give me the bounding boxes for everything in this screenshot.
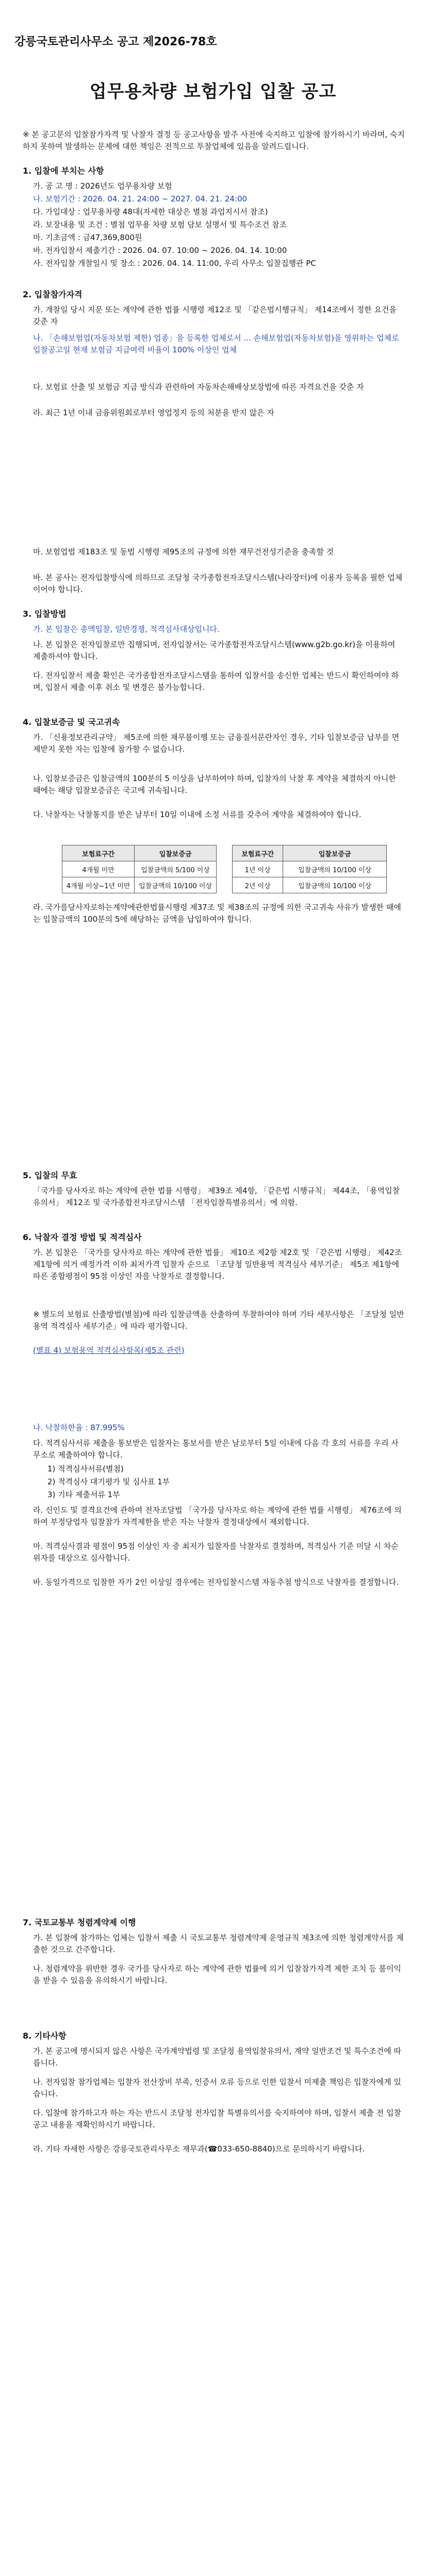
section-7-heading: 7. 국토교통부 청렴계약제 이행 <box>23 1918 136 1927</box>
s6-item: 1) 적격심사서류(별첨) <box>47 1464 124 1473</box>
section-5-heading: 5. 입찰의 무효 <box>23 1171 77 1180</box>
s6-item: (별표 4) 보험용역 적격심사항목(제5조 관련) <box>33 1346 185 1355</box>
s3-item: 다. 전자입찰서 제출 확인은 국가종합전자조달시스템을 통하여 입찰서를 송신한 업체는 반드시 확인하여야 하며, 입찰서 제출 이후 취소 및 변경은 불가능합니다. <box>33 671 399 692</box>
s1-item: 라. 보장내용 및 조건 : 별첨 업무용 차량 보험 담보 설명서 및 특수조건 참조 <box>33 220 287 229</box>
s6-item: 2) 적격심사 대기평가 및 심사표 1부 <box>47 1477 170 1486</box>
s2-item: 가. 개찰일 당시 지문 또는 계약에 관한 법률 시행령 제12조 및 「같은법시행규칙」 제14조에서 정한 요건을 갖춘 자 <box>33 305 397 326</box>
table-row: 4개월 미만 입찰금액의 5/100 이상 <box>62 861 217 877</box>
page-title: 업무용차량 보험가입 입찰 공고 <box>89 81 337 102</box>
s2-item: 마. 보험업법 제183조 및 동법 시행령 제95조의 규정에 의한 재무건전성기준을 충족할 것 <box>33 547 334 556</box>
s7-item: 가. 본 입찰에 참가하는 업체는 입찰서 제출 시 국토교통부 청렴계약제 운영규칙 제3조에 의한 청렴계약서를 제출한 것으로 간주합니다. <box>33 1933 404 1954</box>
section-2-heading: 2. 입찰참가자격 <box>23 290 83 299</box>
s7-item: 나. 청렴계약을 위반한 경우 국가를 당사자로 하는 계약에 관한 법률에 의거 입찰참가자격 제한 조치 등 불이익을 받을 수 있음을 유의하시기 바랍니다. <box>33 1964 401 1985</box>
s1-item: 다. 가입대상 : 업무용차량 48대(자세한 대상은 별첨 과업지시서 참조) <box>33 207 268 216</box>
section-3-heading: 3. 입찰방법 <box>23 609 67 619</box>
table-header: 입찰보증금 <box>135 845 217 861</box>
s2-item: 라. 최근 1년 이내 금융위원회로부터 영업정지 등의 처분을 받지 않은 자 <box>33 408 274 417</box>
table-row: 1년 이상 입찰금액의 10/100 이상 <box>233 861 387 877</box>
s1-item: 바. 전자입찰서 제출기간 : 2026. 04. 07. 10:00 ~ 2026. 04. 14. 10:00 <box>33 246 287 255</box>
s6-item: 바. 동일가격으로 입찰한 자가 2인 이상일 경우에는 전자입찰시스템 자동추첨 방식으로 낙찰자를 결정합니다. <box>33 1578 399 1587</box>
s8-item: 가. 본 공고에 명시되지 않은 사항은 국가계약법령 및 조달청 용역입찰유의서, 계약 일반조건 및 특수조건에 따릅니다. <box>33 2046 401 2067</box>
s4-forfeit-text: 라. 국가를당사자로하는계약에관한법률시행령 제37조 및 제38조의 규정에 의한 국고귀속 사유가 발생한 때에는 입찰금액의 100분의 5에 해당하는 금액을 납입하여야 합니다. <box>33 903 401 924</box>
table-header: 보험료구간 <box>62 845 135 861</box>
intro-text: ※ 본 공고문의 입찰참가자격 및 낙찰자 결정 등 공고사항을 발주 사전에 숙지하고 입찰에 참가하시기 바라며, 숙지하지 못하여 발생하는 문제에 대한 책임은 전적으로 투찰업체에 있음을 알려드립니다. <box>23 130 405 151</box>
s8-item: 다. 입찰에 참가하고자 하는 자는 반드시 조달청 전자입찰 특별유의서를 숙지하여야 하며, 입찰서 제출 전 입찰공고 내용을 재확인하시기 바랍니다. <box>33 2108 401 2129</box>
s1-item: 사. 전자입찰 개찰일시 및 장소 : 2026. 04. 14. 11:00, 우리 사무소 입찰집행관 PC <box>33 259 316 268</box>
s6-item: 마. 적격심사결과 평점이 95점 이상인 자 중 최저가 입찰자를 낙찰자로 결정하며, 적격심사 기준 미달 시 차순위자를 대상으로 심사합니다. <box>33 1541 399 1563</box>
table-header: 입찰보증금 <box>283 845 387 861</box>
table-row: 2년 이상 입찰금액의 10/100 이상 <box>233 877 387 893</box>
s6-item: 3) 기타 제출서류 1부 <box>47 1490 120 1499</box>
s1-item: 마. 기초금액 : 금47,369,800원 <box>33 233 142 242</box>
s1-item: 가. 공 고 명 : 2026년도 업무용차량 보험 <box>33 181 172 191</box>
section-4-heading: 4. 입찰보증금 및 국고귀속 <box>23 717 120 727</box>
section-8-heading: 8. 기타사항 <box>23 2031 67 2041</box>
s6-item: 가. 본 입찰은 「국가를 당사자로 하는 계약에 관한 법률」 제10조 제2항 제2호 및 「같은법 시행령」 제42조 제1항에 의거 예정가격 이하 최저가격 입찰자 순으로 「조달청 일반용역 적격심사 세부기준」 제5조 제1항에 따른 종합평점이 95점 이상인 자를 낙찰자로 결정합니다. <box>33 1248 402 1281</box>
section-6-heading: 6. 낙찰자 결정 방법 및 적격심사 <box>23 1232 142 1242</box>
table-row: 4개월 이상~1년 미만 입찰금액의 10/100 이상 <box>62 877 217 893</box>
s6-item: ※ 별도의 보험료 산출방법(별첨)에 따라 입찰금액을 산출하여 투찰하여야 하며 기타 세부사항은 「조달청 일반용역 적격심사 세부기준」에 따라 평가합니다. <box>33 1310 404 1331</box>
s4-item: 가. 「신용정보관리규약」 제5조에 의한 채무불이행 또는 금융질서문란자인 경우, 기타 입찰보증금 납부를 면제받지 못한 자는 입찰에 참가할 수 없습니다. <box>33 733 400 754</box>
s3-item: 나. 본 입찰은 전자입찰로만 집행되며, 전자입찰서는 국가종합전자조달시스템(www.g2b.go.kr)을 이용하여 제출하셔야 합니다. <box>33 640 396 661</box>
bond-fee-table-1 <box>62 845 217 893</box>
section-1-heading: 1. 입찰에 부치는 사항 <box>23 166 104 176</box>
s1-item: 나. 보험기간 : 2026. 04. 21. 24:00 ~ 2027. 04. 21. 24:00 <box>33 194 248 204</box>
s2-item: 나. 「손해보험업(자동차보험 제한) 업종」을 등록한 업체로서 ... 손해보험업(자동차보험)을 영위하는 업체로 입찰공고일 현재 보험금 지급여력 비율이 100% 이상인 업체 <box>33 333 399 354</box>
s6-item: 다. 적격심사서류 제출을 통보받은 입찰자는 통보서를 받은 날로부터 5일 이내에 다음 각 호의 서류를 우리 사무소로 제출하여야 합니다. <box>33 1438 399 1460</box>
s5-item: 「국가를 당사자로 하는 계약에 관한 법률 시행령」 제39조 제4항, 「같은법 시행규칙」 제44조, 「용역입찰 유의서」 제12조 및 국가종합전자조달시스템 「전자입찰특별유의서」에 의함. <box>33 1186 400 1207</box>
s2-item: 바. 본 공사는 전자입찰방식에 의하므로 조달청 국가종합전자조달시스템(나라장터)에 이용자 등록을 필한 업체이어야 합니다. <box>33 573 403 594</box>
s3-item: 가. 본 입찰은 총액입찰, 일반경쟁, 적격심사대상입니다. <box>33 624 220 634</box>
s4-item: 다. 낙찰자는 낙찰통지를 받은 날부터 10일 이내에 소정 서류를 갖추어 계약을 체결하여야 합니다. <box>33 810 362 819</box>
bond-fee-table-2 <box>232 845 387 893</box>
table-header: 보험료구간 <box>233 845 283 861</box>
notice-number: 강릉국토관리사무소 공고 제2026-78호 <box>14 36 217 48</box>
s2-item: 다. 보험료 산출 및 보험금 지급 방식과 관련하여 자동차손해배상보장법에 따른 자격요건을 갖춘 자 <box>33 382 364 392</box>
s8-item: 라. 기타 자세한 사항은 강릉국토관리사무소 재무과(☎033-650-8840)으로 문의하시기 바랍니다. <box>33 2144 365 2154</box>
s8-item: 나. 전자입찰 참가업체는 입찰자 전산장비 부족, 인증서 오류 등으로 인한 입찰서 미제출 책임은 입찰자에게 있습니다. <box>33 2077 401 2098</box>
s6-item: 나. 낙찰하한율 : 87.995% <box>33 1423 125 1432</box>
s4-item: 나. 입찰보증금은 입찰금액의 100분의 5 이상을 납부하여야 하며, 입찰자의 낙찰 후 계약을 체결하지 아니한 때에는 해당 입찰보증금은 국고에 귀속됩니다. <box>33 774 396 795</box>
s6-item: 라. 신인도 및 결격요건에 관하여 전자조달법 「국가를 당사자로 하는 계약에 관한 법률 시행령」 제76조에 의하여 부정당업자 입찰참가 자격제한을 받은 자는 낙찰자 결정대상에서 제외합니다. <box>33 1505 402 1527</box>
